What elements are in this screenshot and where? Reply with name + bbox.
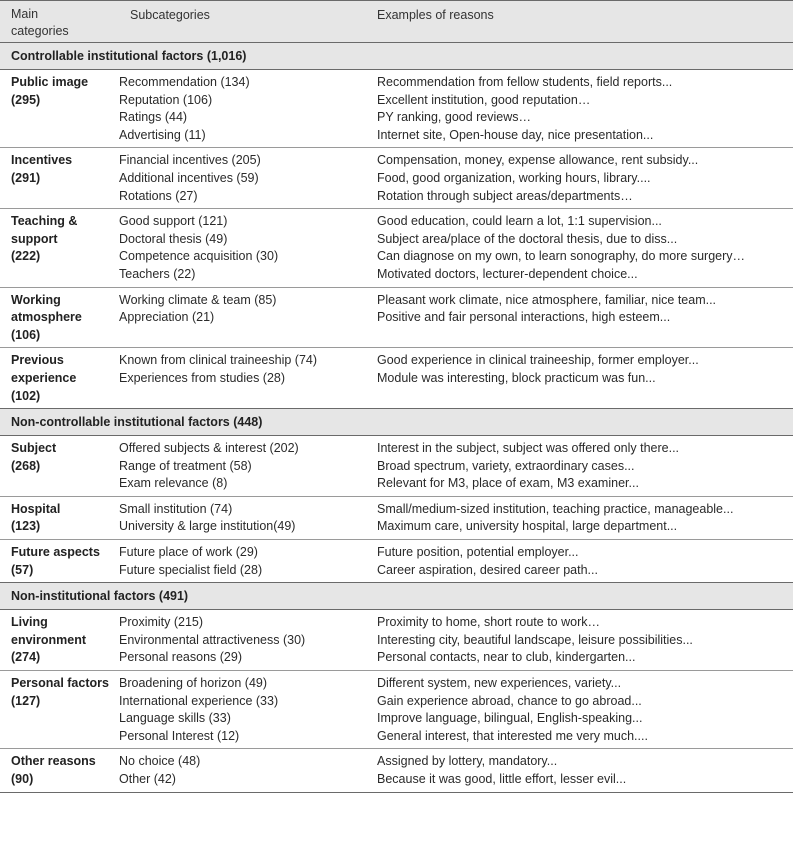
header-examples: Examples of reasons — [377, 8, 494, 22]
main-category — [0, 675, 119, 745]
table-row — [119, 675, 793, 693]
subcategory: Exam relevance (8) — [119, 476, 228, 491]
subcategory-rows — [119, 675, 793, 745]
section-title: Non-institutional factors (491) — [0, 583, 793, 610]
category-group — [0, 209, 793, 287]
main-category-name: Teaching & support — [11, 214, 78, 246]
example-reasons: Compensation, money, expense allowance, rent subsidy... — [377, 153, 699, 168]
example-reasons: Recommendation from fellow students, field reports... — [377, 75, 673, 89]
category-group — [0, 70, 793, 148]
subcategory: Known from clinical traineeship (74) — [119, 353, 318, 368]
main-category-name: Other reasons — [11, 754, 96, 769]
table-row — [119, 458, 793, 476]
subcategory: Future specialist field (28) — [119, 562, 263, 577]
header-subcategories: Subcategories — [130, 8, 210, 22]
table-row — [119, 152, 793, 170]
main-category-name: Living environment — [11, 615, 87, 647]
table-body — [0, 43, 793, 793]
example-reasons: Module was interesting, block practicum was fun... — [377, 370, 656, 385]
main-category — [0, 213, 119, 283]
example-reasons: Rotation through subject areas/departments… — [377, 188, 633, 203]
example-reasons: Subject area/place of the doctoral thesis, due to diss... — [377, 231, 678, 246]
example-reasons: General interest, that interested me very much.... — [377, 728, 648, 743]
example-reasons: Improve language, bilingual, English-speaking... — [377, 711, 643, 726]
subcategory-rows — [119, 544, 793, 579]
category-group — [0, 540, 793, 583]
table-row — [119, 188, 793, 206]
example-reasons: Positive and fair personal interactions, high esteem... — [377, 310, 671, 325]
subcategory: Good support (121) — [119, 214, 228, 229]
main-category-name: Incentives — [11, 153, 73, 168]
subcategory: Future place of work (29) — [119, 545, 258, 560]
table-row — [119, 292, 793, 310]
example-reasons: Interesting city, beautiful landscape, leisure possibilities... — [377, 632, 693, 647]
main-category-name: Previous experience — [11, 353, 77, 385]
main-category-count: (291) — [11, 170, 41, 185]
category-group — [0, 610, 793, 671]
subcategory-rows — [119, 74, 793, 144]
example-reasons: Can diagnose on my own, to learn sonography, do more surgery… — [377, 249, 746, 264]
subcategory: Offered subjects & interest (202) — [119, 441, 299, 456]
subcategory: Additional incentives (59) — [119, 170, 259, 185]
example-reasons: Future position, potential employer... — [377, 545, 579, 560]
subcategory: Appreciation (21) — [119, 310, 215, 325]
table-row — [119, 693, 793, 711]
main-category-count: (127) — [11, 693, 41, 708]
subcategory: Financial incentives (205) — [119, 153, 261, 168]
subcategory: International experience (33) — [119, 693, 279, 708]
subcategory: University & large institution(49) — [119, 519, 296, 534]
table-row — [119, 544, 793, 562]
main-category — [0, 544, 119, 579]
main-category-name: Future aspects — [11, 545, 100, 560]
main-category — [0, 614, 119, 667]
subcategory: Working climate & team (85) — [119, 292, 277, 307]
subcategory-rows — [119, 152, 793, 205]
table-row — [119, 213, 793, 231]
main-category — [0, 501, 119, 536]
subcategory: Personal reasons (29) — [119, 650, 242, 665]
example-reasons: Internet site, Open-house day, nice presentation... — [377, 127, 654, 142]
main-category — [0, 440, 119, 493]
subcategory: Environmental attractiveness (30) — [119, 632, 306, 647]
main-category-name: Hospital — [11, 501, 61, 516]
subcategory: Proximity (215) — [119, 615, 204, 630]
table-row — [119, 92, 793, 110]
table-row — [119, 614, 793, 632]
subcategory: Other (42) — [119, 772, 176, 786]
example-reasons: Assigned by lottery, mandatory... — [377, 754, 558, 769]
table-row — [119, 518, 793, 536]
table-row — [119, 248, 793, 266]
example-reasons: Maximum care, university hospital, large department... — [377, 519, 678, 534]
main-category — [0, 152, 119, 205]
table-row — [119, 771, 793, 789]
main-category — [0, 292, 119, 345]
subcategory-rows — [119, 753, 793, 788]
main-category-count: (268) — [11, 458, 41, 473]
table-row — [119, 170, 793, 188]
main-category — [0, 352, 119, 405]
table-row — [119, 266, 793, 284]
subcategory-rows — [119, 292, 793, 345]
example-reasons: Because it was good, little effort, lesser evil... — [377, 772, 627, 786]
main-category-name: Subject — [11, 441, 57, 456]
table-row — [119, 231, 793, 249]
main-category-count: (106) — [11, 327, 41, 342]
subcategory: Rotations (27) — [119, 188, 198, 203]
table-row — [119, 440, 793, 458]
table-row — [119, 632, 793, 650]
table-row — [119, 501, 793, 519]
main-category-name: Personal factors — [11, 676, 109, 691]
example-reasons: Interest in the subject, subject was offered only there... — [377, 441, 680, 456]
subcategory: Teachers (22) — [119, 266, 196, 281]
example-reasons: Broad spectrum, variety, extraordinary cases... — [377, 458, 635, 473]
main-category-count: (295) — [11, 92, 41, 107]
table-row — [119, 109, 793, 127]
subcategory: Doctoral thesis (49) — [119, 231, 228, 246]
example-reasons: Small/medium-sized institution, teaching practice, manageable... — [377, 501, 734, 516]
main-category — [0, 74, 119, 144]
table-row — [119, 710, 793, 728]
subcategory: Range of treatment (58) — [119, 458, 252, 473]
table-row — [119, 74, 793, 92]
subcategory: Broadening of horizon (49) — [119, 676, 268, 691]
category-group — [0, 749, 793, 792]
example-reasons: Personal contacts, near to club, kindergarten... — [377, 650, 636, 665]
subcategory-rows — [119, 614, 793, 667]
main-category-count: (222) — [11, 249, 41, 264]
table-row — [119, 562, 793, 580]
subcategory: Small institution (74) — [119, 501, 233, 516]
example-reasons: Gain experience abroad, chance to go abroad... — [377, 693, 642, 708]
table-row — [119, 649, 793, 667]
table-row — [119, 728, 793, 746]
example-reasons: Career aspiration, desired career path... — [377, 562, 598, 577]
table-header — [0, 1, 793, 43]
subcategory: Reputation (106) — [119, 92, 213, 107]
main-category-name: Public image — [11, 75, 89, 89]
subcategory: Experiences from studies (28) — [119, 370, 286, 385]
main-category-count: (274) — [11, 650, 41, 665]
subcategory-rows — [119, 213, 793, 283]
table-row — [119, 475, 793, 493]
subcategory: No choice (48) — [119, 754, 201, 769]
subcategory: Advertising (11) — [119, 127, 206, 142]
section-title: Non-controllable institutional factors (448) — [0, 409, 793, 436]
main-category — [0, 753, 119, 788]
example-reasons: Excellent institution, good reputation… — [377, 92, 591, 107]
subcategory: Language skills (33) — [119, 711, 231, 726]
example-reasons: Good experience in clinical traineeship, former employer... — [377, 353, 699, 368]
example-reasons: Different system, new experiences, variety... — [377, 676, 622, 691]
category-group — [0, 671, 793, 749]
example-reasons: PY ranking, good reviews… — [377, 110, 532, 125]
category-group — [0, 497, 793, 540]
main-category-count: (90) — [11, 772, 34, 786]
category-group — [0, 148, 793, 209]
header-main-categories: Main categories — [11, 7, 69, 38]
example-reasons: Food, good organization, working hours, library.... — [377, 170, 651, 185]
table-row — [119, 309, 793, 327]
example-reasons: Good education, could learn a lot, 1:1 supervision... — [377, 214, 662, 229]
main-category-count: (123) — [11, 519, 41, 534]
table-row — [119, 753, 793, 771]
main-category-count: (102) — [11, 388, 41, 403]
category-group — [0, 288, 793, 349]
category-group — [0, 436, 793, 497]
subcategory: Recommendation (134) — [119, 75, 250, 89]
table-row — [119, 352, 793, 370]
table-row — [119, 127, 793, 145]
main-category-name: Working atmosphere — [11, 292, 82, 325]
subcategory: Competence acquisition (30) — [119, 249, 279, 264]
category-group — [0, 348, 793, 409]
subcategory-rows — [119, 440, 793, 493]
example-reasons: Pleasant work climate, nice atmosphere, familiar, nice team... — [377, 292, 717, 307]
main-category-count: (57) — [11, 562, 34, 577]
subcategory-rows — [119, 352, 793, 405]
subcategory: Ratings (44) — [119, 110, 188, 125]
subcategory-rows — [119, 501, 793, 536]
section-title: Controllable institutional factors (1,016) — [0, 43, 793, 70]
subcategory: Personal Interest (12) — [119, 728, 240, 743]
example-reasons: Relevant for M3, place of exam, M3 examiner... — [377, 476, 639, 491]
example-reasons: Proximity to home, short route to work… — [377, 615, 600, 630]
table-row — [119, 370, 793, 388]
example-reasons: Motivated doctors, lecturer-dependent choice... — [377, 266, 638, 281]
